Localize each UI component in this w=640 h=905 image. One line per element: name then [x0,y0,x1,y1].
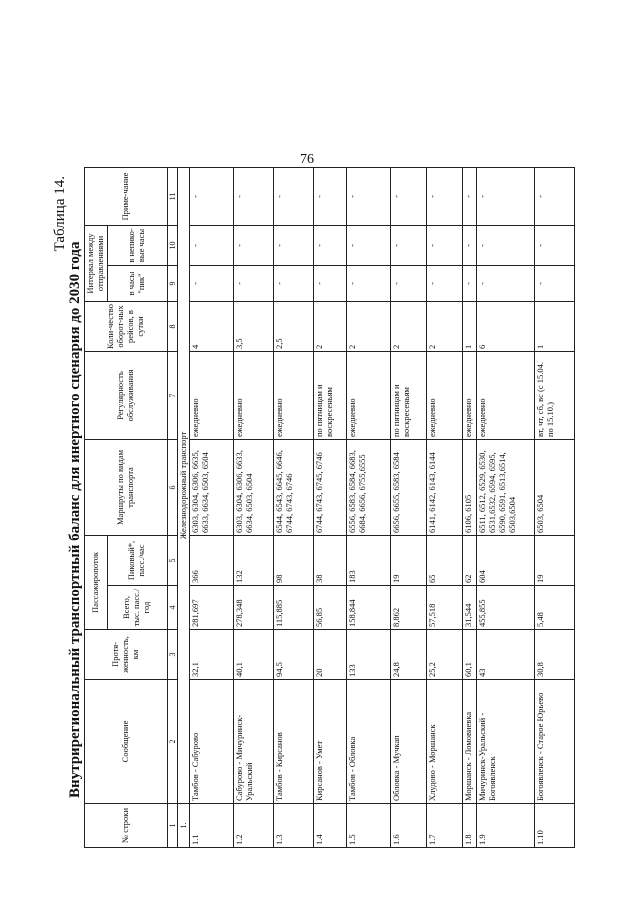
header-routes: Маршруты по видам транспорта [85,440,168,536]
total-flow: 31,544 [463,586,477,630]
length-km: 94,5 [274,630,314,680]
route-list: 6656, 6655, 6583, 6584 [391,440,427,536]
length-km: 133 [347,630,391,680]
interval-peak: - [427,266,463,302]
route-list: 6303, 6304, 6306, 6633, 6634, 6503, 6504 [234,440,274,536]
length-km: 40,1 [234,630,274,680]
note: - [477,167,535,225]
regularity: по пятницам и воскресеньям [314,352,347,440]
total-flow: 281,697 [190,586,234,630]
header-regularity: Регулярность обслуживания [85,352,168,440]
route-name: Моршанск - Ломовиевка [463,680,477,804]
header-passenger-flow: Пассажиропоток [85,536,108,630]
peak-flow: 38 [314,536,347,586]
col-number: 7 [167,352,177,440]
total-flow: 158,844 [347,586,391,630]
section-number: 1. [177,804,190,848]
header-nonpeak-hours: в непико-вые часы [107,225,167,265]
table-row [274,167,314,847]
row-number: 1.2 [234,804,274,848]
row-number: 1.10 [535,804,575,848]
note: - [347,167,391,225]
route-name: Богоявленск - Старое Юрьево [535,680,575,804]
trips-per-day: 6 [477,302,535,352]
col-number: 5 [167,536,177,586]
route-list: 6511, 6512, 6529, 6530, 6531,6532, 6594, 6595, 6590, 6591, 6513,6514, 6503,6504 [477,440,535,536]
peak-flow: 366 [190,536,234,586]
interval-nonpeak: - [314,225,347,265]
peak-flow: 98 [274,536,314,586]
header-row-no: № строки [85,804,168,848]
total-flow: 115,885 [274,586,314,630]
note: - [190,167,234,225]
header-route: Сообщение [85,680,168,804]
route-name: Тамбов - Сабурово [190,680,234,804]
note: - [314,167,347,225]
regularity: ежедневно [190,352,234,440]
header-trips: Коли-чество оборот-ных рейсов, в сутки [85,302,168,352]
trips-per-day: 1 [463,302,477,352]
table-caption: Таблица 14. [52,176,68,252]
trips-per-day: 1 [535,302,575,352]
table-row [234,167,274,847]
regularity: ежедневно [477,352,535,440]
row-number: 1.9 [477,804,535,848]
total-flow: 5,48 [535,586,575,630]
col-number: 8 [167,302,177,352]
length-km: 43 [477,630,535,680]
row-number: 1.5 [347,804,391,848]
length-km: 60,1 [463,630,477,680]
peak-flow: 19 [391,536,427,586]
note: - [427,167,463,225]
route-name: Кирсанов - Умет [314,680,347,804]
route-name: Тамбов - Кирсанов [274,680,314,804]
table-row [477,167,535,847]
trips-per-day: 3,5 [234,302,274,352]
note: - [463,167,477,225]
interval-nonpeak: - [347,225,391,265]
interval-peak: - [274,266,314,302]
note: - [234,167,274,225]
route-list: 6503, 6504 [535,440,575,536]
interval-nonpeak: - [477,225,535,265]
col-number: 3 [167,630,177,680]
table-row [427,167,463,847]
peak-flow: 62 [463,536,477,586]
row-number: 1.6 [391,804,427,848]
col-number: 6 [167,440,177,536]
note: - [535,167,575,225]
table-title: Внутрирегиональный транспортный баланс для инертного сценария до 2030 года [67,241,83,798]
length-km: 24,8 [391,630,427,680]
row-number: 1.8 [463,804,477,848]
interval-peak: - [190,266,234,302]
peak-flow: 183 [347,536,391,586]
col-number: 10 [167,225,177,265]
trips-per-day: 2 [391,302,427,352]
table-row [314,167,347,847]
header-interval: Интервал между отправлениями [85,225,108,301]
route-name: Тамбов - Обловка [347,680,391,804]
regularity: ежедневно [234,352,274,440]
route-list: 6744, 6743, 6745, 6746 [314,440,347,536]
interval-nonpeak: - [535,225,575,265]
interval-nonpeak: - [463,225,477,265]
interval-peak: - [477,266,535,302]
interval-peak: - [535,266,575,302]
interval-nonpeak: - [427,225,463,265]
total-flow: 57,518 [427,586,463,630]
note: - [274,167,314,225]
interval-nonpeak: - [234,225,274,265]
length-km: 20 [314,630,347,680]
header-length: Протя-женность, км [85,630,168,680]
peak-flow: 19 [535,536,575,586]
route-list: 6544, 6543, 6645, 6646, 6744, 6743, 6746 [274,440,314,536]
column-numbers-row [167,167,177,847]
route-list: 6106, 6105 [463,440,477,536]
section-label: Железнодорожный транспорт [177,167,190,803]
trips-per-day: 2 [427,302,463,352]
trips-per-day: 2,5 [274,302,314,352]
header-peak-hours: в часы "пик" [107,266,167,302]
row-number: 1.3 [274,804,314,848]
length-km: 32,1 [190,630,234,680]
route-name: Обловка - Мучкап [391,680,427,804]
route-list: 6141, 6142, 6143, 6144 [427,440,463,536]
interval-peak: - [391,266,427,302]
col-number: 2 [167,680,177,804]
total-flow: 278,348 [234,586,274,630]
regularity: ежедневно [274,352,314,440]
total-flow: 56,85 [314,586,347,630]
table-row [190,167,234,847]
regularity: вт, чт, сб, вс (с 15.04. по 15.10.) [535,352,575,440]
interval-peak: - [463,266,477,302]
regularity: по пятницам и воскресеньям [391,352,427,440]
col-number: 9 [167,266,177,302]
page-number: 76 [300,152,314,167]
peak-flow: 65 [427,536,463,586]
regularity: ежедневно [347,352,391,440]
rotated-table-page [52,168,634,848]
trips-per-day: 2 [347,302,391,352]
header-total: Всего, тыс. пасс./год [107,586,167,630]
table-row [391,167,427,847]
row-number: 1.7 [427,804,463,848]
total-flow: 8,862 [391,586,427,630]
route-name: Хлудово - Моршанск [427,680,463,804]
regularity: ежедневно [463,352,477,440]
interval-peak: - [347,266,391,302]
section-row [177,167,190,847]
interval-nonpeak: - [274,225,314,265]
regularity: ежедневно [427,352,463,440]
length-km: 25,2 [427,630,463,680]
col-number: 1 [167,804,177,848]
peak-flow: 604 [477,536,535,586]
table-row [535,167,575,847]
note: - [391,167,427,225]
route-list: 6303, 6304, 6306, 6635, 6633, 6634, 6503, 6504 [190,440,234,536]
interval-peak: - [314,266,347,302]
interval-nonpeak: - [391,225,427,265]
route-name: Сабурово - Мичуринск-Уральский [234,680,274,804]
trips-per-day: 2 [314,302,347,352]
row-number: 1.4 [314,804,347,848]
peak-flow: 132 [234,536,274,586]
col-number: 4 [167,586,177,630]
table-row [347,167,391,847]
header-peak: Пиковый*, пасс./час [107,536,167,586]
interval-nonpeak: - [190,225,234,265]
length-km: 30,8 [535,630,575,680]
total-flow: 455,855 [477,586,535,630]
table-row [463,167,477,847]
route-list: 6556, 6583, 6584, 6683, 6684, 6656, 6755,6555 [347,440,391,536]
interval-peak: - [234,266,274,302]
col-number: 11 [167,167,177,225]
header-note: Приме-чание [85,167,168,225]
row-number: 1.1 [190,804,234,848]
trips-per-day: 4 [190,302,234,352]
transport-balance-table [84,167,575,848]
route-name: Мичуринск-Уральский - Богоявленск [477,680,535,804]
